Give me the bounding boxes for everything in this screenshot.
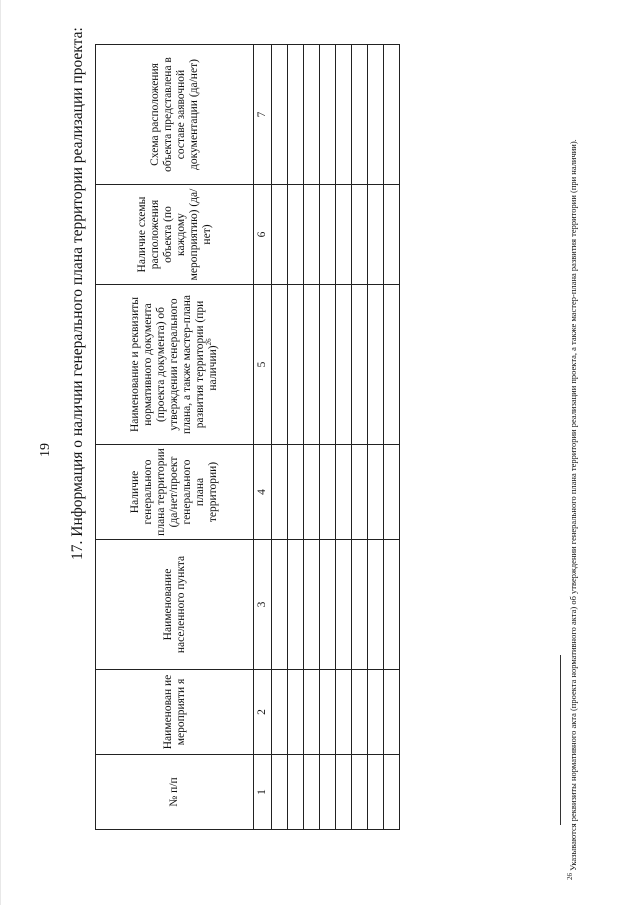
table-cell xyxy=(288,285,304,445)
table-cell xyxy=(352,670,368,755)
table-cell xyxy=(304,185,320,285)
table-cell xyxy=(352,755,368,830)
table-cell xyxy=(288,445,304,540)
table-cell xyxy=(272,540,288,670)
table-cell xyxy=(272,755,288,830)
column-number: 1 xyxy=(254,755,272,830)
table-cell xyxy=(336,185,352,285)
table-cell xyxy=(288,755,304,830)
column-number: 4 xyxy=(254,445,272,540)
table-cell xyxy=(368,185,384,285)
table-row xyxy=(384,45,400,830)
column-number: 7 xyxy=(254,45,272,185)
table-cell xyxy=(320,670,336,755)
table-cell xyxy=(288,670,304,755)
table-row xyxy=(304,45,320,830)
table-cell xyxy=(352,185,368,285)
table-cell xyxy=(368,540,384,670)
table-cell xyxy=(368,45,384,185)
header-cell: Наименование населенного пункта xyxy=(96,540,254,670)
header-cell: Схема расположения объекта представлена в составе заявочной документации (да/нет) xyxy=(96,45,254,185)
table-cell xyxy=(272,285,288,445)
table-cell xyxy=(288,45,304,185)
footnote-divider xyxy=(560,655,561,825)
table-cell xyxy=(336,670,352,755)
table-cell xyxy=(288,185,304,285)
table-cell xyxy=(352,540,368,670)
table-row xyxy=(368,45,384,830)
table-cell xyxy=(336,285,352,445)
table-cell xyxy=(320,755,336,830)
table-cell xyxy=(368,755,384,830)
table-cell xyxy=(272,45,288,185)
table-cell xyxy=(336,755,352,830)
header-cell: Наличие генерального плана территории (да/нет/проект генерального плана территории) xyxy=(96,445,254,540)
footnote-text: Указываются реквизиты нормативного акта (проекта нормативного акта) об утверждении генерального плана территории реализации проекта, а также мастер-плана развития территории (при наличии). xyxy=(568,139,578,871)
table-row xyxy=(352,45,368,830)
footnote-mark: 26 xyxy=(566,873,575,880)
table-row xyxy=(288,45,304,830)
table-cell xyxy=(384,185,400,285)
footnote-ref: 26 xyxy=(205,338,214,346)
table-cell xyxy=(272,185,288,285)
table-cell xyxy=(368,445,384,540)
table-cell xyxy=(304,670,320,755)
table-cell xyxy=(352,285,368,445)
table-cell xyxy=(336,45,352,185)
table-row xyxy=(320,45,336,830)
table-cell xyxy=(368,670,384,755)
table-cell xyxy=(384,755,400,830)
table-cell xyxy=(384,285,400,445)
table-cell xyxy=(352,445,368,540)
table-cell xyxy=(384,45,400,185)
header-row xyxy=(96,45,254,830)
page-number: 19 xyxy=(38,443,53,457)
column-number: 3 xyxy=(254,540,272,670)
table-cell xyxy=(304,445,320,540)
table-cell xyxy=(304,285,320,445)
table-cell xyxy=(336,540,352,670)
table-cell xyxy=(320,185,336,285)
header-cell: Наименован ие мероприяти я xyxy=(96,670,254,755)
general-plan-table xyxy=(95,44,400,830)
column-number: 6 xyxy=(254,185,272,285)
table-cell xyxy=(272,670,288,755)
table-cell xyxy=(304,45,320,185)
column-number-row xyxy=(254,45,272,830)
table-cell xyxy=(304,755,320,830)
column-number: 2 xyxy=(254,670,272,755)
table-cell xyxy=(384,540,400,670)
table-cell xyxy=(320,45,336,185)
table-cell xyxy=(272,445,288,540)
table-cell xyxy=(320,540,336,670)
column-number: 5 xyxy=(254,285,272,445)
table-cell xyxy=(320,285,336,445)
table-cell xyxy=(336,445,352,540)
footnote xyxy=(566,60,580,880)
table-cell xyxy=(320,445,336,540)
table-cell xyxy=(304,540,320,670)
table-rotated-container xyxy=(95,45,393,830)
section-title: 17. Информация о наличии генерального плана территории реализации проекта: xyxy=(69,27,86,560)
table-cell xyxy=(384,670,400,755)
header-cell: № п/п xyxy=(96,755,254,830)
table-cell xyxy=(384,445,400,540)
header-cell: Наличие схемы расположения объекта (по каждому мероприятию) (да/нет) xyxy=(96,185,254,285)
header-text: Наименование и реквизиты нормативного документа (проекта документа) об утверждении генерального плана, а также мастер-плана развития территории (при наличии) xyxy=(129,295,219,434)
table-row xyxy=(336,45,352,830)
table-cell xyxy=(368,285,384,445)
table-row xyxy=(272,45,288,830)
table-cell xyxy=(352,45,368,185)
header-cell xyxy=(96,285,254,445)
table-cell xyxy=(288,540,304,670)
